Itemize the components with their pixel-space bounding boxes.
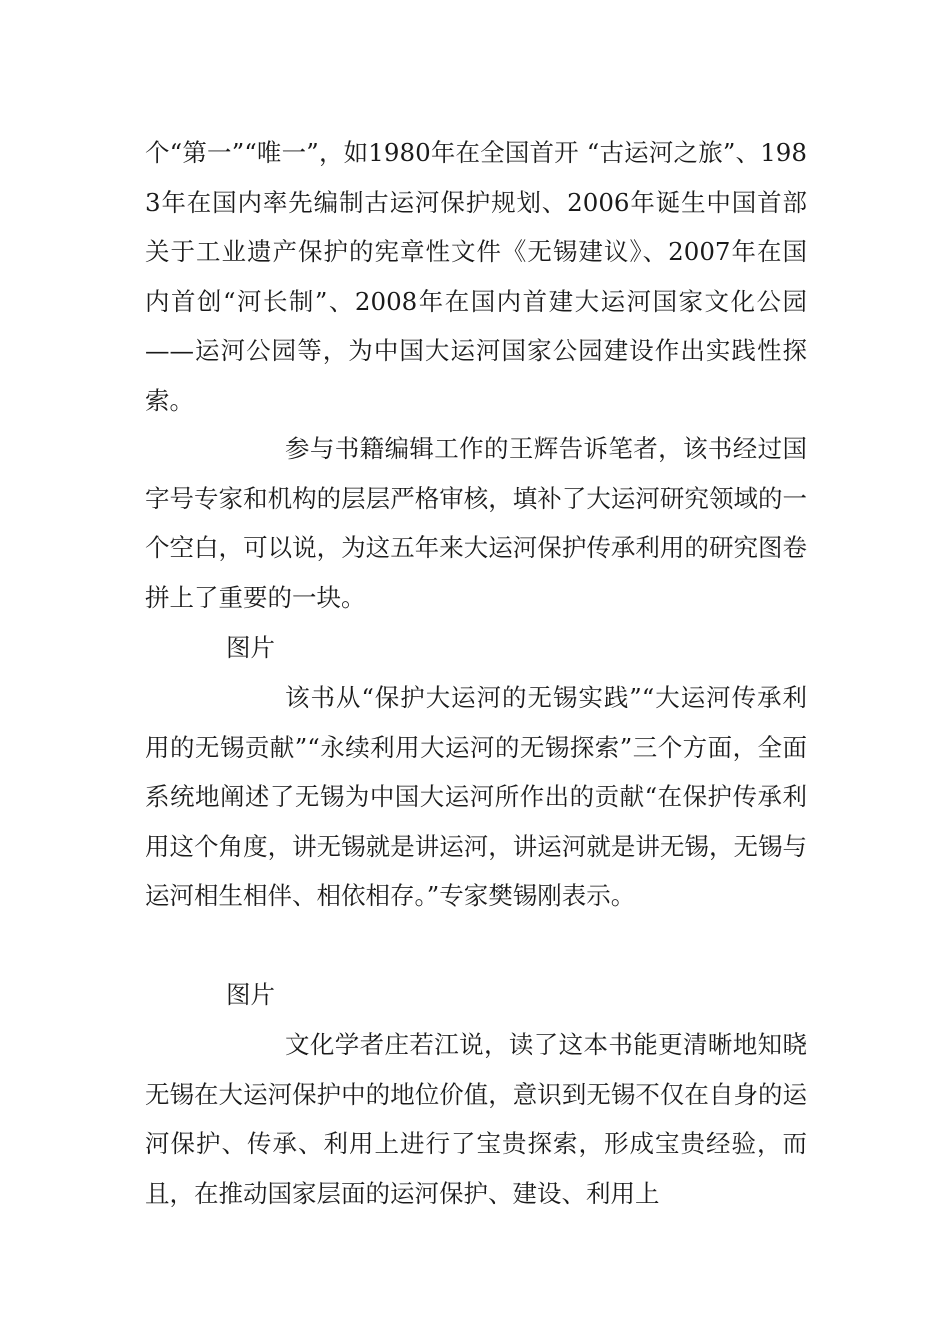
paragraph-2: 参与书籍编辑工作的王辉告诉笔者，该书经过国字号专家和机构的层层严格审核，填补了大运河研究领域的一个空白，可以说，为这五年来大运河保护传承利用的研究图卷拼上了重要的一块。 [145,434,807,612]
paragraph-3: 该书从“保护大运河的无锡实践”“大运河传承利用的无锡贡献”“永续利用大运河的无锡探索”三个方面，全面系统地阐述了无锡为中国大运河所作出的贡献“在保护传承利用这个角度，讲无锡就是讲运河，讲运河就是讲无锡，无锡与运河相生相伴、相依相存。”专家樊锡刚表示。 [145,683,807,911]
paragraph-4: 文化学者庄若江说，读了这本书能更清晰地知晓无锡在大运河保护中的地位价值，意识到无锡不仅在自身的运河保护、传承、利用上进行了宝贵探索，形成宝贵经验，而且，在推动国家层面的运河保护、建设、利用上 [145,1030,807,1208]
figure-placeholder-label: 图片 [226,633,275,662]
paragraph-1: 个“第一”“唯一”，如1980年在全国首开 “古运河之旅”、1983年在国内率先编制古运河保护规划、2006年诞生中国首部关于工业遗产保护的宪章性文件《无锡建议》、2007年在国内首创“河长制”、2008年在国内首建大运河国家文化公园——运河公园等，为中国大运河国家公园建设作出实践性探索。 [145,138,807,415]
figure-placeholder-label: 图片 [226,980,275,1009]
